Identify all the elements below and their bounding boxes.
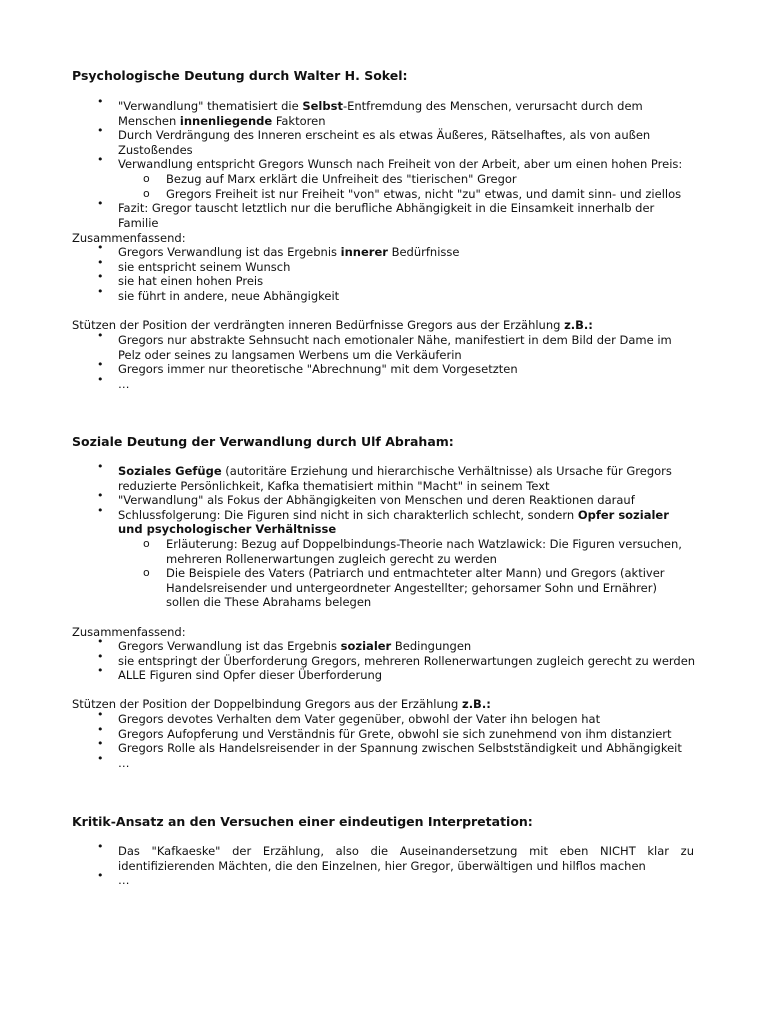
sub-list-item: o Gregors Freiheit ist nur Freiheit "von" etwas, nicht "zu" etwas, und damit sinn- und ziellos (142, 187, 696, 202)
summary-label: Zusammenfassend: (72, 625, 186, 639)
list-item: • sie hat einen hohen Preis (96, 274, 696, 289)
list-item: • sie entspricht seinem Wunsch (96, 260, 696, 275)
section-heading-kritik: Kritik-Ansatz an den Versuchen einer eindeutigen Interpretation: (72, 814, 533, 829)
sokel-sub-list (118, 172, 696, 201)
list-item: • sie entspringt der Überforderung Gregors, mehreren Rollenerwartungen zugleich gerecht zu werden (96, 654, 696, 669)
sokel-summary-list (96, 245, 696, 303)
sokel-support-list (96, 333, 696, 391)
kritik-bullet-list (96, 844, 694, 888)
section-heading-abraham: Soziale Deutung der Verwandlung durch Ulf Abraham: (72, 434, 454, 449)
list-item: • … (96, 873, 694, 888)
list-item: • Gregors Verwandlung ist das Ergebnis innerer Bedürfnisse (96, 245, 696, 260)
list-item: • Gregors Aufopferung und Verständnis für Grete, obwohl sie sich zunehmend von ihm distanziert (96, 727, 696, 742)
sub-list-item: o Bezug auf Marx erklärt die Unfreiheit des "tierischen" Gregor (142, 172, 696, 187)
list-item: • Soziales Gefüge (autoritäre Erziehung und hierarchische Verhältnisse) als Ursache für Gregors reduzierte Persönlichkeit, Kafka thematisiert mithin "Macht" in seinem Text (96, 464, 696, 493)
list-item: • Gregors immer nur theoretische "Abrechnung" mit dem Vorgesetzten (96, 362, 696, 377)
support-label: Stützen der Position der Doppelbindung Gregors aus der Erzählung z.B.: (72, 697, 491, 711)
list-item: • … (96, 377, 696, 392)
list-item: • Gregors devotes Verhalten dem Vater gegenüber, obwohl der Vater ihn belogen hat (96, 712, 696, 727)
support-label: Stützen der Position der verdrängten inneren Bedürfnisse Gregors aus der Erzählung z.B.: (72, 318, 593, 332)
list-item: • "Verwandlung" thematisiert die Selbst-Entfremdung des Menschen, verursacht durch dem Menschen innenliegende Faktoren (96, 99, 696, 128)
section-heading-sokel: Psychologische Deutung durch Walter H. Sokel: (72, 68, 408, 83)
list-item: • "Verwandlung" als Fokus der Abhängigkeiten von Menschen und deren Reaktionen darauf (96, 493, 696, 508)
sub-list-item: o Erläuterung: Bezug auf Doppelbindungs-Theorie nach Watzlawick: Die Figuren versuchen, mehreren Rollenerwartungen zugleich gerecht zu werden (142, 537, 686, 566)
list-item: • sie führt in andere, neue Abhängigkeit (96, 289, 696, 304)
list-item: • Gregors Rolle als Handelsreisender in der Spannung zwischen Selbstständigkeit und Abhängigkeit (96, 741, 696, 756)
list-item: • Gregors Verwandlung ist das Ergebnis sozialer Bedingungen (96, 639, 696, 654)
sokel-bullet-list (96, 99, 696, 230)
abraham-sub-list (118, 537, 686, 610)
list-item: • ALLE Figuren sind Opfer dieser Überforderung (96, 668, 696, 683)
abraham-support-list (96, 712, 696, 770)
list-item: • Durch Verdrängung des Inneren erscheint es als etwas Äußeres, Rätselhaftes, als von außen Zustoßendes (96, 128, 696, 157)
list-item: • Gregors nur abstrakte Sehnsucht nach emotionaler Nähe, manifestiert in dem Bild der Dame im Pelz oder seines zu langsamen Werbens um die Verkäuferin (96, 333, 696, 362)
list-item: • Schlussfolgerung: Die Figuren sind nicht in sich charakterlich schlecht, sondern Opfer sozialer und psychologischer Verhältnisse o Erläuterung: Bezug auf Doppelbindungs-Theorie nach Watzlawick: Die Figuren versuchen, mehreren Rollenerwartungen zugleich gerecht zu werden o Die Beispiele des Vaters (Patriarch und entmachteter alter Mann) und Gregors (aktiver Handelsreisender und untergeordneter Angestellter; gehorsamer Sohn und Ernährer) sollen die These Abrahams belegen (96, 508, 696, 610)
list-item: • … (96, 756, 696, 771)
list-item: • Fazit: Gregor tauscht letztlich nur die berufliche Abhängigkeit in die Einsamkeit innerhalb der Familie (96, 201, 696, 230)
sub-list-item: o Die Beispiele des Vaters (Patriarch und entmachteter alter Mann) und Gregors (aktiver Handelsreisender und untergeordneter Angestellter; gehorsamer Sohn und Ernährer) sollen die These Abrahams belegen (142, 566, 686, 610)
abraham-summary-list (96, 639, 696, 683)
list-item: • Verwandlung entspricht Gregors Wunsch nach Freiheit von der Arbeit, aber um einen hohen Preis: o Bezug auf Marx erklärt die Unfreiheit des "tierischen" Gregor o Gregors Freiheit ist nur Freiheit "von" etwas, nicht "zu" etwas, und damit sinn- und ziellos (96, 157, 696, 201)
abraham-bullet-list (96, 464, 696, 610)
list-item: • Das "Kafkaeske" der Erzählung, also die Auseinandersetzung mit eben NICHT klar zu identifizierenden Mächten, die den Einzelnen, hier Gregor, überwältigen und hilflos machen (96, 844, 694, 873)
summary-label: Zusammenfassend: (72, 231, 186, 245)
